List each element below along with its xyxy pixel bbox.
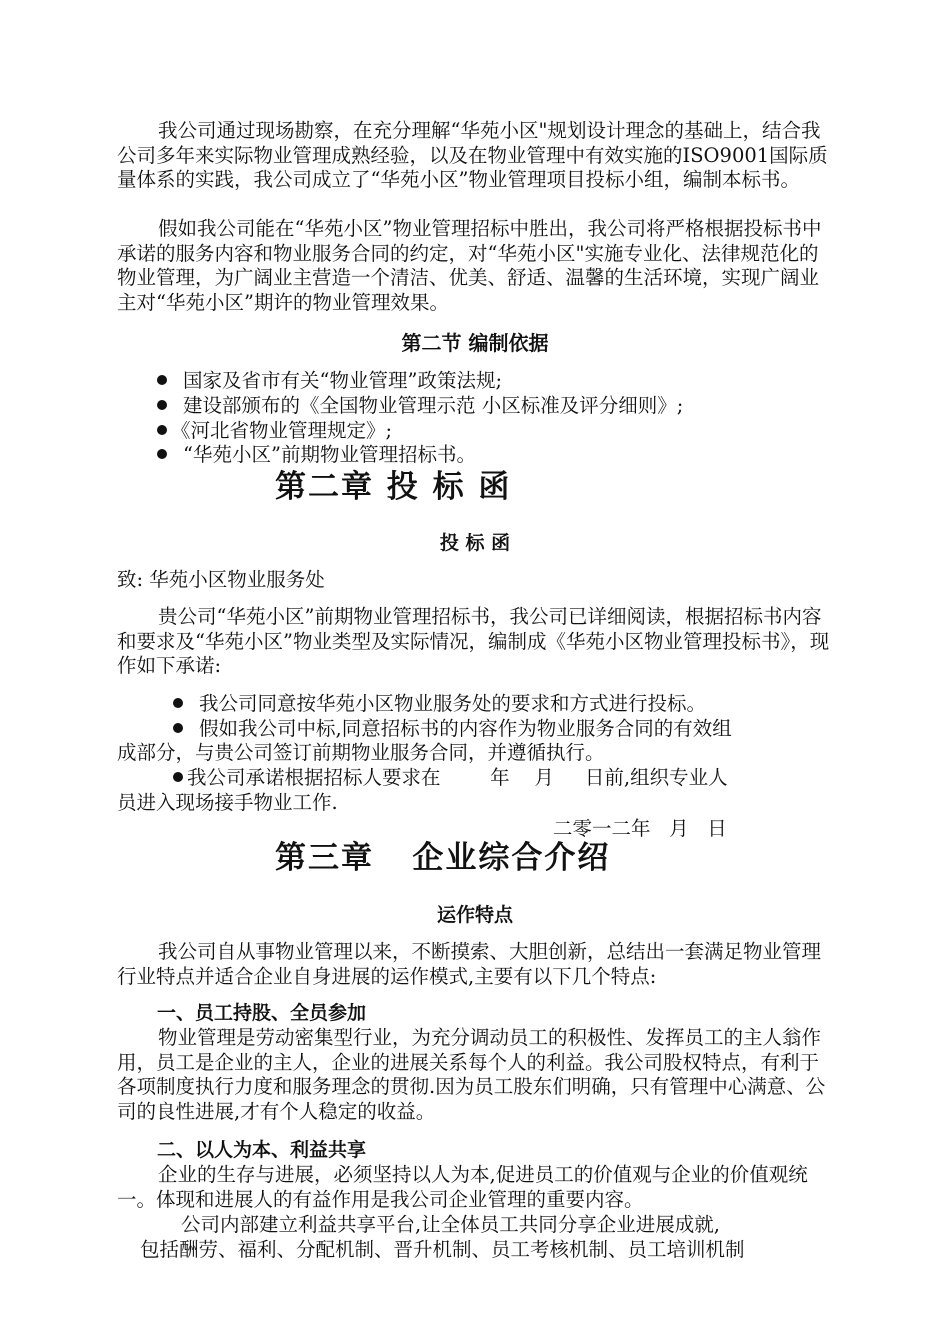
list-item: 国家及省市有关“物业管理”政策法规;: [157, 369, 502, 393]
features-intro-paragraph: 我公司自从事物业管理以来，不断摸索、大胆创新，总结出一套满足物业管理行业特点并适合企业自身进展的运作模式,主要有以下几个特点:: [117, 940, 822, 988]
bullet-icon: [157, 449, 167, 459]
list-item: 我公司同意按华苑小区物业服务处的要求和方式进行投标。: [173, 692, 706, 716]
bullet-icon: [173, 698, 183, 708]
subsection-heading: 一、员工持股、全员参加: [157, 1002, 367, 1024]
subsection-paragraph-line: 公司内部建立利益共享平台,让全体员工共同分享企业进展成就,: [181, 1213, 720, 1236]
chapter-subtitle: 运作特点: [436, 904, 513, 926]
subsection-heading: 二、以人为本、利益共享: [157, 1139, 367, 1161]
bullet-icon: [173, 772, 183, 782]
list-item: 《河北省物业管理规定》;: [157, 419, 392, 443]
bid-letter-paragraph: 贵公司“华苑小区”前期物业管理招标书，我公司已详细阅读，根据招标书内容和要求及“华苑小区”物业类型及实际情况，编制成《华苑小区物业管理投标书》，现作如下承诺:: [117, 605, 830, 678]
subsection-paragraph: 企业的生存与进展，必须坚持以人为本,促进员工的价值观与企业的价值观统一。体现和进展人的有益作用是我公司企业管理的重要内容。: [117, 1163, 808, 1211]
list-item-continuation: 成部分，与贵公司签订前期物业服务合同，并遵循执行。: [117, 741, 605, 764]
subsection-paragraph-line: 包括酬劳、福利、分配机制、晋升机制、员工考核机制、员工培训机制: [140, 1238, 745, 1261]
chapter-subtitle: 投 标 函: [439, 532, 511, 554]
list-item-continuation: 员进入现场接手物业工作.: [117, 791, 338, 814]
list-item: 我公司承诺根据招标人要求在 年 月 日前,组织专业人: [173, 766, 728, 790]
list-item: “华苑小区”前期物业管理招标书。: [157, 443, 476, 467]
letter-date: 二零一二年 月 日: [553, 817, 727, 840]
bullet-icon: [157, 425, 167, 435]
addressee: 致: 华苑小区物业服务处: [117, 568, 325, 591]
list-item: 假如我公司中标,同意招标书的内容作为物业服务合同的有效组: [173, 717, 732, 741]
section-heading: 第二节 编制依据: [401, 331, 549, 355]
bullet-icon: [173, 723, 183, 733]
bullet-icon: [157, 375, 167, 385]
chapter-title: 第三章 企业综合介绍: [275, 840, 611, 876]
intro-paragraph-2: 假如我公司能在“华苑小区”物业管理招标中胜出，我公司将严格根据投标书中承诺的服务内容和物业服务合同的约定，对“华苑小区"实施专业化、法律规范化的物业管理，为广阔业主营造一个清洁、优美、舒适、温馨的生活环境，实现广阔业主对“华苑小区”期许的物业管理效果。: [117, 217, 822, 314]
intro-paragraph-1: 我公司通过现场勘察，在充分理解“华苑小区"规划设计理念的基础上，结合我公司多年来实际物业管理成熟经验，以及在物业管理中有效实施的ISO9001国际质量体系的实践，我公司成立了“华苑小区”物业管理项目投标小组，编制本标书。: [117, 119, 828, 192]
bullet-icon: [157, 400, 167, 410]
list-item: 建设部颁布的《全国物业管理示范 小区标准及评分细则》;: [157, 394, 683, 418]
chapter-title: 第二章 投 标 函: [275, 469, 512, 505]
subsection-paragraph: 物业管理是劳动密集型行业，为充分调动员工的积极性、发挥员工的主人翁作用，员工是企业的主人，企业的进展关系每个人的利益。我公司股权特点，有利于各项制度执行力度和服务理念的贯彻.因为员工股东们明确，只有管理中心满意、公司的良性进展,才有个人稳定的收益。: [117, 1026, 826, 1123]
